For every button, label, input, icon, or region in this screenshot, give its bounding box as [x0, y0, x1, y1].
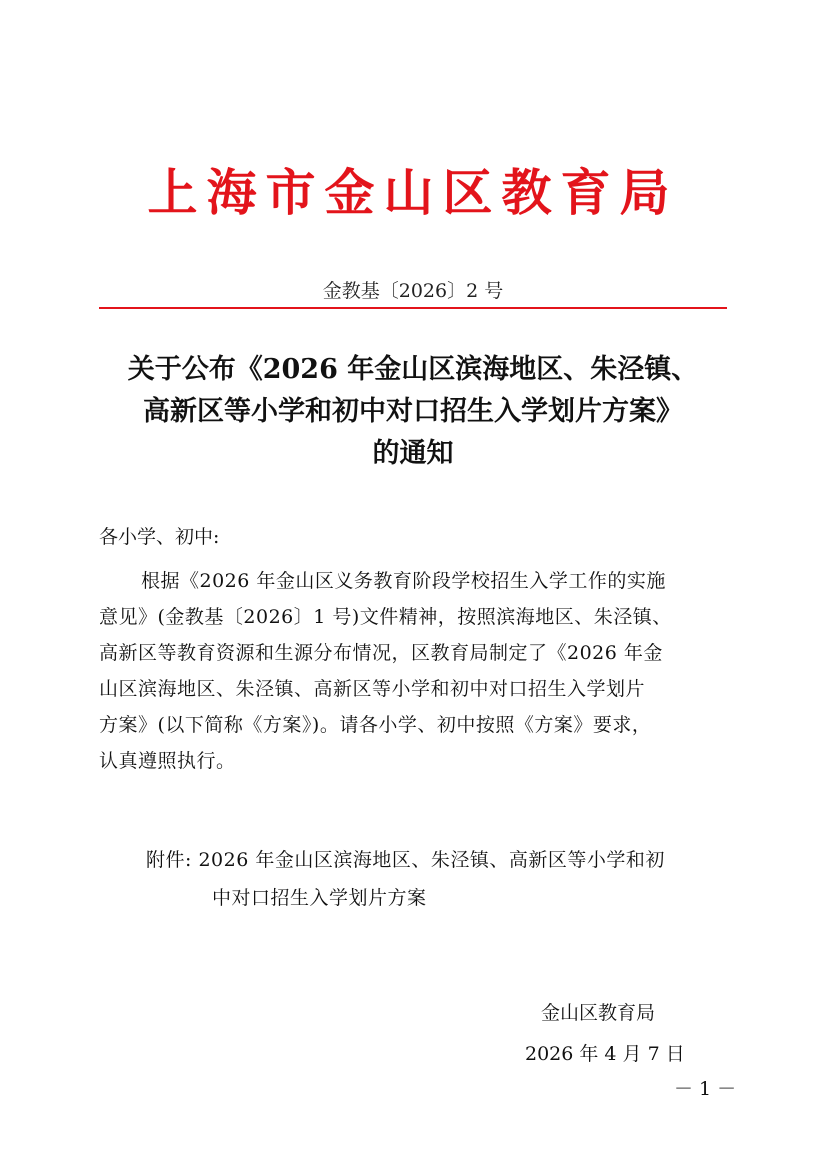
title-line: 高新区等小学和初中对口招生入学划片方案》	[143, 396, 683, 427]
document-number: 金教基〔2026〕2 号	[322, 280, 504, 302]
page-number: － 1 －	[674, 1078, 737, 1100]
attachment-note	[146, 841, 665, 917]
body-paragraph	[99, 563, 729, 779]
body-line: 根据《2026 年金山区义务教育阶段学校招生入学工作的实施	[141, 570, 666, 592]
signature-date: 2026 年 4 月 7 日	[525, 1043, 685, 1065]
attachment-line: 附件: 2026 年金山区滨海地区、朱泾镇、高新区等小学和初	[146, 849, 665, 871]
document-title	[90, 349, 736, 475]
title-line: 的通知	[372, 438, 454, 469]
issuing-organization-header: 上海市金山区教育局	[147, 164, 679, 222]
body-line: 意见》(金教基〔2026〕1 号)文件精神，按照滨海地区、朱泾镇、	[99, 606, 672, 628]
attachment-line: 中对口招生入学划片方案	[212, 887, 427, 909]
body-line: 认真遵照执行。	[99, 750, 236, 772]
body-line: 山区滨海地区、朱泾镇、高新区等小学和初中对口招生入学划片	[99, 678, 646, 700]
addressee: 各小学、初中:	[99, 526, 220, 548]
body-line: 高新区等教育资源和生源分布情况，区教育局制定了《2026 年金	[99, 642, 663, 664]
title-line: 关于公布《2026 年金山区滨海地区、朱泾镇、	[127, 354, 699, 385]
red-divider-line	[99, 307, 727, 309]
signature-organization: 金山区教育局	[541, 1002, 656, 1024]
body-line: 方案》(以下简称《方案》)。请各小学、初中按照《方案》要求，	[99, 714, 652, 736]
